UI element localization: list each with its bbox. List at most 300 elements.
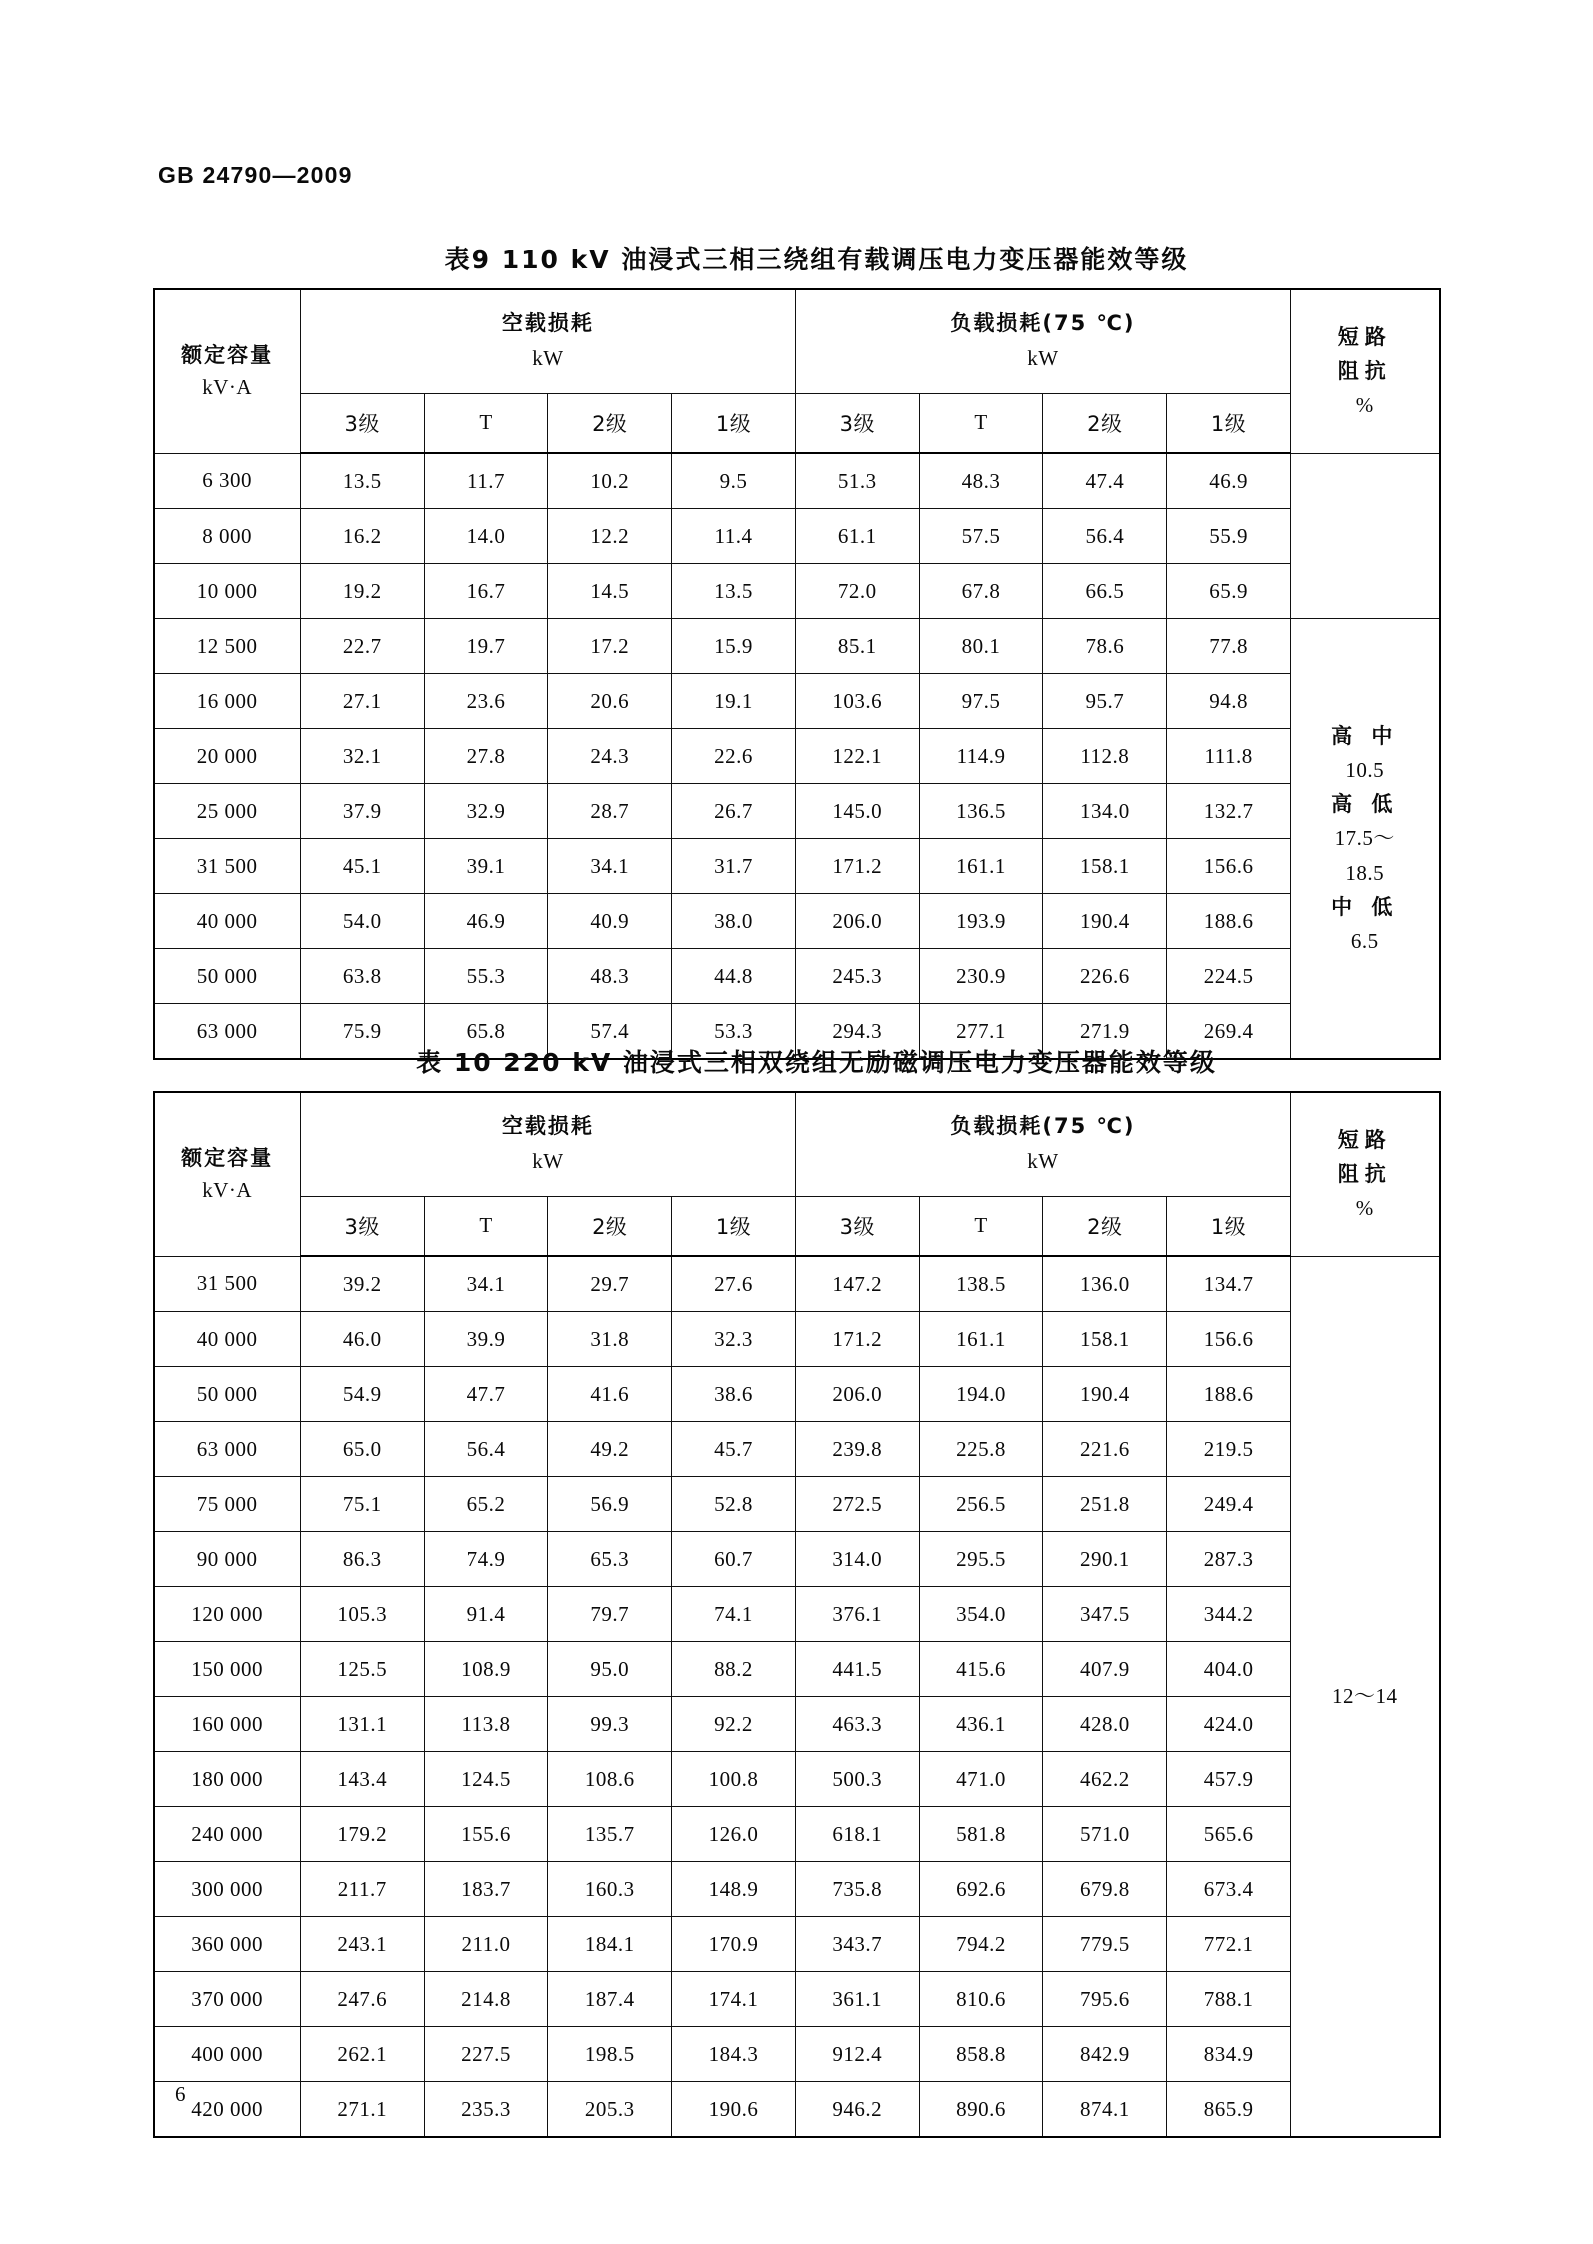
- cell-no-load-loss: 27.8: [424, 729, 548, 784]
- cell-load-loss: 122.1: [795, 729, 919, 784]
- cell-no-load-loss: 46.9: [424, 894, 548, 949]
- cell-no-load-loss: 12.2: [548, 509, 672, 564]
- cell-no-load-loss: 39.9: [424, 1312, 548, 1367]
- cell-load-loss: 114.9: [919, 729, 1043, 784]
- cell-load-loss: 188.6: [1167, 894, 1291, 949]
- cell-rated-capacity: 400 000: [154, 2027, 301, 2082]
- cell-load-loss: 424.0: [1167, 1697, 1291, 1752]
- cell-no-load-loss: 183.7: [424, 1862, 548, 1917]
- cell-no-load-loss: 214.8: [424, 1972, 548, 2027]
- cell-no-load-loss: 65.8: [424, 1004, 548, 1060]
- cell-no-load-loss: 38.6: [672, 1367, 796, 1422]
- standard-number-header: GB 24790—2009: [158, 162, 353, 188]
- load-loss-unit: kW: [1027, 1149, 1059, 1174]
- table-10-body: [154, 1256, 1440, 2137]
- impedance-header-line1: 短路: [1337, 325, 1392, 350]
- cell-load-loss: 77.8: [1167, 619, 1291, 674]
- cell-load-loss: 376.1: [795, 1587, 919, 1642]
- cell-no-load-loss: 9.5: [672, 453, 796, 509]
- cell-load-loss: 344.2: [1167, 1587, 1291, 1642]
- table-row: [154, 1807, 1440, 1862]
- subheader-load-3: 3级: [795, 393, 919, 453]
- cell-no-load-loss: 184.1: [548, 1917, 672, 1972]
- table-header-sub-row: [154, 393, 1440, 453]
- cell-no-load-loss: 243.1: [300, 1917, 424, 1972]
- capacity-header-label: 额定容量: [181, 1145, 274, 1170]
- cell-no-load-loss: 15.9: [672, 619, 796, 674]
- cell-no-load-loss: 10.2: [548, 453, 672, 509]
- cell-rated-capacity: 6 300: [154, 453, 301, 509]
- cell-load-loss: 136.5: [919, 784, 1043, 839]
- table-row: [154, 729, 1440, 784]
- table-9-title: 表9 110 kV 油浸式三相三绕组有载调压电力变压器能效等级: [444, 245, 1189, 274]
- cell-no-load-loss: 91.4: [424, 1587, 548, 1642]
- subheader-no-load-3: 3级: [300, 393, 424, 453]
- cell-load-loss: 48.3: [919, 453, 1043, 509]
- cell-no-load-loss: 22.7: [300, 619, 424, 674]
- cell-load-loss: 772.1: [1167, 1917, 1291, 1972]
- cell-no-load-loss: 143.4: [300, 1752, 424, 1807]
- cell-no-load-loss: 55.3: [424, 949, 548, 1004]
- cell-rated-capacity: 63 000: [154, 1422, 301, 1477]
- cell-load-loss: 190.4: [1043, 894, 1167, 949]
- cell-rated-capacity: 160 000: [154, 1697, 301, 1752]
- table-9-block: [0, 240, 1593, 1060]
- cell-load-loss: 946.2: [795, 2082, 919, 2138]
- cell-no-load-loss: 26.7: [672, 784, 796, 839]
- cell-no-load-loss: 205.3: [548, 2082, 672, 2138]
- cell-rated-capacity: 420 000: [154, 2082, 301, 2138]
- cell-no-load-loss: 187.4: [548, 1972, 672, 2027]
- cell-load-loss: 194.0: [919, 1367, 1043, 1422]
- cell-load-loss: 97.5: [919, 674, 1043, 729]
- cell-no-load-loss: 19.2: [300, 564, 424, 619]
- cell-rated-capacity: 16 000: [154, 674, 301, 729]
- cell-rated-capacity: 40 000: [154, 1312, 301, 1367]
- subheader-load-1: 1级: [1167, 1196, 1291, 1256]
- table-10-title: 表 10 220 kV 油浸式三相双绕组无励磁调压电力变压器能效等级: [416, 1048, 1217, 1077]
- cell-no-load-loss: 56.9: [548, 1477, 672, 1532]
- table-row: [154, 674, 1440, 729]
- cell-load-loss: 294.3: [795, 1004, 919, 1060]
- cell-no-load-loss: 11.4: [672, 509, 796, 564]
- cell-load-loss: 138.5: [919, 1256, 1043, 1312]
- cell-load-loss: 471.0: [919, 1752, 1043, 1807]
- cell-no-load-loss: 174.1: [672, 1972, 796, 2027]
- cell-no-load-loss: 16.2: [300, 509, 424, 564]
- table-row: [154, 1532, 1440, 1587]
- cell-rated-capacity: 180 000: [154, 1752, 301, 1807]
- cell-rated-capacity: 25 000: [154, 784, 301, 839]
- cell-no-load-loss: 108.6: [548, 1752, 672, 1807]
- cell-load-loss: 269.4: [1167, 1004, 1291, 1060]
- cell-no-load-loss: 19.7: [424, 619, 548, 674]
- cell-load-loss: 188.6: [1167, 1367, 1291, 1422]
- cell-load-loss: 61.1: [795, 509, 919, 564]
- subheader-load-t: T: [919, 393, 1043, 453]
- cell-no-load-loss: 126.0: [672, 1807, 796, 1862]
- capacity-header-label: 额定容量: [181, 342, 274, 367]
- cell-load-loss: 277.1: [919, 1004, 1043, 1060]
- table-row: [154, 564, 1440, 619]
- table-row: [154, 1697, 1440, 1752]
- cell-rated-capacity: 370 000: [154, 1972, 301, 2027]
- table-row: [154, 619, 1440, 674]
- cell-load-loss: 354.0: [919, 1587, 1043, 1642]
- cell-no-load-loss: 148.9: [672, 1862, 796, 1917]
- cell-no-load-loss: 23.6: [424, 674, 548, 729]
- impedance-header-line1: 短路: [1337, 1128, 1392, 1153]
- impedance-header-line2: 阻抗: [1337, 359, 1392, 384]
- cell-no-load-loss: 34.1: [424, 1256, 548, 1312]
- cell-load-loss: 415.6: [919, 1642, 1043, 1697]
- cell-load-loss: 134.7: [1167, 1256, 1291, 1312]
- cell-no-load-loss: 17.2: [548, 619, 672, 674]
- cell-load-loss: 500.3: [795, 1752, 919, 1807]
- cell-no-load-loss: 11.7: [424, 453, 548, 509]
- table-row: [154, 1587, 1440, 1642]
- cell-load-loss: 271.9: [1043, 1004, 1167, 1060]
- cell-no-load-loss: 53.3: [672, 1004, 796, 1060]
- cell-load-loss: 85.1: [795, 619, 919, 674]
- table-row: [154, 1972, 1440, 2027]
- cell-no-load-loss: 28.7: [548, 784, 672, 839]
- cell-load-loss: 55.9: [1167, 509, 1291, 564]
- cell-load-loss: 788.1: [1167, 1972, 1291, 2027]
- cell-load-loss: 272.5: [795, 1477, 919, 1532]
- cell-load-loss: 865.9: [1167, 2082, 1291, 2138]
- cell-no-load-loss: 190.6: [672, 2082, 796, 2138]
- table-row: [154, 2027, 1440, 2082]
- cell-load-loss: 56.4: [1043, 509, 1167, 564]
- cell-no-load-loss: 99.3: [548, 1697, 672, 1752]
- cell-no-load-loss: 75.1: [300, 1477, 424, 1532]
- cell-no-load-loss: 86.3: [300, 1532, 424, 1587]
- cell-load-loss: 361.1: [795, 1972, 919, 2027]
- cell-load-loss: 94.8: [1167, 674, 1291, 729]
- cell-no-load-loss: 170.9: [672, 1917, 796, 1972]
- table-10: [153, 1091, 1441, 2138]
- cell-load-loss: 287.3: [1167, 1532, 1291, 1587]
- cell-rated-capacity: 63 000: [154, 1004, 301, 1060]
- cell-no-load-loss: 34.1: [548, 839, 672, 894]
- cell-no-load-loss: 124.5: [424, 1752, 548, 1807]
- cell-load-loss: 581.8: [919, 1807, 1043, 1862]
- cell-short-circuit-impedance: [1291, 619, 1440, 1060]
- cell-load-loss: 347.5: [1043, 1587, 1167, 1642]
- cell-no-load-loss: 65.3: [548, 1532, 672, 1587]
- cell-no-load-loss: 44.8: [672, 949, 796, 1004]
- cell-rated-capacity: 120 000: [154, 1587, 301, 1642]
- cell-load-loss: 462.2: [1043, 1752, 1167, 1807]
- subheader-load-3: 3级: [795, 1196, 919, 1256]
- cell-no-load-loss: 45.7: [672, 1422, 796, 1477]
- cell-load-loss: 147.2: [795, 1256, 919, 1312]
- cell-load-loss: 134.0: [1043, 784, 1167, 839]
- cell-no-load-loss: 65.0: [300, 1422, 424, 1477]
- table-header-top-row: [154, 289, 1440, 393]
- cell-rated-capacity: 8 000: [154, 509, 301, 564]
- cell-load-loss: 66.5: [1043, 564, 1167, 619]
- cell-no-load-loss: 56.4: [424, 1422, 548, 1477]
- cell-rated-capacity: 31 500: [154, 839, 301, 894]
- cell-no-load-loss: 54.9: [300, 1367, 424, 1422]
- cell-short-circuit-impedance-empty: [1291, 564, 1440, 619]
- load-loss-group-header: [795, 289, 1290, 393]
- impedance-line: 18.5: [1345, 860, 1385, 885]
- impedance-line: 中 低: [1331, 894, 1399, 919]
- cell-no-load-loss: 31.7: [672, 839, 796, 894]
- cell-rated-capacity: 240 000: [154, 1807, 301, 1862]
- no-load-loss-group-header: [300, 289, 795, 393]
- cell-no-load-loss: 45.1: [300, 839, 424, 894]
- cell-load-loss: 890.6: [919, 2082, 1043, 2138]
- cell-rated-capacity: 20 000: [154, 729, 301, 784]
- impedance-line: 17.5～: [1334, 826, 1395, 851]
- cell-load-loss: 256.5: [919, 1477, 1043, 1532]
- cell-load-loss: 161.1: [919, 1312, 1043, 1367]
- cell-load-loss: 72.0: [795, 564, 919, 619]
- cell-no-load-loss: 54.0: [300, 894, 424, 949]
- cell-no-load-loss: 32.1: [300, 729, 424, 784]
- table-row: [154, 1917, 1440, 1972]
- impedance-header: [1291, 289, 1440, 453]
- impedance-line: 高 中: [1331, 724, 1399, 749]
- cell-rated-capacity: 50 000: [154, 1367, 301, 1422]
- table-row: [154, 1477, 1440, 1532]
- cell-no-load-loss: 179.2: [300, 1807, 424, 1862]
- cell-short-circuit-impedance-empty: [1291, 509, 1440, 564]
- cell-no-load-loss: 74.1: [672, 1587, 796, 1642]
- cell-no-load-loss: 92.2: [672, 1697, 796, 1752]
- subheader-no-load-1: 1级: [672, 1196, 796, 1256]
- cell-no-load-loss: 79.7: [548, 1587, 672, 1642]
- cell-no-load-loss: 20.6: [548, 674, 672, 729]
- cell-load-loss: 145.0: [795, 784, 919, 839]
- cell-load-loss: 158.1: [1043, 839, 1167, 894]
- cell-no-load-loss: 135.7: [548, 1807, 672, 1862]
- cell-load-loss: 735.8: [795, 1862, 919, 1917]
- subheader-no-load-2: 2级: [548, 393, 672, 453]
- cell-no-load-loss: 105.3: [300, 1587, 424, 1642]
- cell-load-loss: 295.5: [919, 1532, 1043, 1587]
- cell-load-loss: 874.1: [1043, 2082, 1167, 2138]
- cell-load-loss: 251.8: [1043, 1477, 1167, 1532]
- cell-no-load-loss: 60.7: [672, 1532, 796, 1587]
- subheader-load-2: 2级: [1043, 393, 1167, 453]
- cell-no-load-loss: 125.5: [300, 1642, 424, 1697]
- table-header-sub-row: [154, 1196, 1440, 1256]
- impedance-line: 12～14: [1332, 1684, 1398, 1709]
- cell-no-load-loss: 14.0: [424, 509, 548, 564]
- no-load-loss-group-header: [300, 1092, 795, 1196]
- impedance-line: 6.5: [1350, 928, 1379, 953]
- cell-load-loss: 51.3: [795, 453, 919, 509]
- cell-load-loss: 794.2: [919, 1917, 1043, 1972]
- cell-load-loss: 103.6: [795, 674, 919, 729]
- cell-load-loss: 193.9: [919, 894, 1043, 949]
- table-row: [154, 1367, 1440, 1422]
- impedance-header-unit: %: [1355, 1196, 1374, 1221]
- cell-no-load-loss: 75.9: [300, 1004, 424, 1060]
- cell-no-load-loss: 19.1: [672, 674, 796, 729]
- cell-load-loss: 171.2: [795, 839, 919, 894]
- cell-no-load-loss: 108.9: [424, 1642, 548, 1697]
- cell-no-load-loss: 211.0: [424, 1917, 548, 1972]
- cell-load-loss: 245.3: [795, 949, 919, 1004]
- cell-rated-capacity: 10 000: [154, 564, 301, 619]
- cell-no-load-loss: 235.3: [424, 2082, 548, 2138]
- cell-no-load-loss: 271.1: [300, 2082, 424, 2138]
- subheader-load-t: T: [919, 1196, 1043, 1256]
- capacity-header: [154, 289, 301, 453]
- cell-load-loss: 858.8: [919, 2027, 1043, 2082]
- cell-load-loss: 834.9: [1167, 2027, 1291, 2082]
- cell-no-load-loss: 198.5: [548, 2027, 672, 2082]
- cell-load-loss: 810.6: [919, 1972, 1043, 2027]
- cell-no-load-loss: 13.5: [672, 564, 796, 619]
- load-loss-unit: kW: [1027, 346, 1059, 371]
- cell-no-load-loss: 100.8: [672, 1752, 796, 1807]
- cell-load-loss: 132.7: [1167, 784, 1291, 839]
- cell-no-load-loss: 74.9: [424, 1532, 548, 1587]
- cell-rated-capacity: 31 500: [154, 1256, 301, 1312]
- cell-load-loss: 206.0: [795, 894, 919, 949]
- cell-no-load-loss: 47.7: [424, 1367, 548, 1422]
- cell-load-loss: 224.5: [1167, 949, 1291, 1004]
- cell-no-load-loss: 27.6: [672, 1256, 796, 1312]
- table-row: [154, 1862, 1440, 1917]
- cell-load-loss: 219.5: [1167, 1422, 1291, 1477]
- cell-no-load-loss: 38.0: [672, 894, 796, 949]
- table-row: [154, 1422, 1440, 1477]
- cell-no-load-loss: 65.2: [424, 1477, 548, 1532]
- no-load-loss-unit: kW: [532, 346, 564, 371]
- cell-load-loss: 407.9: [1043, 1642, 1167, 1697]
- cell-short-circuit-impedance: [1291, 1256, 1440, 2137]
- table-row: [154, 2082, 1440, 2138]
- table-row: [154, 453, 1440, 509]
- cell-load-loss: 463.3: [795, 1697, 919, 1752]
- cell-load-loss: 441.5: [795, 1642, 919, 1697]
- cell-no-load-loss: 27.1: [300, 674, 424, 729]
- cell-load-loss: 156.6: [1167, 839, 1291, 894]
- cell-no-load-loss: 14.5: [548, 564, 672, 619]
- cell-no-load-loss: 39.1: [424, 839, 548, 894]
- cell-no-load-loss: 24.3: [548, 729, 672, 784]
- cell-load-loss: 206.0: [795, 1367, 919, 1422]
- table-row: [154, 1256, 1440, 1312]
- cell-load-loss: 692.6: [919, 1862, 1043, 1917]
- no-load-loss-label: 空载损耗: [501, 310, 594, 335]
- capacity-header-unit: kV·A: [202, 1178, 253, 1203]
- cell-load-loss: 912.4: [795, 2027, 919, 2082]
- cell-no-load-loss: 88.2: [672, 1642, 796, 1697]
- cell-no-load-loss: 41.6: [548, 1367, 672, 1422]
- cell-load-loss: 230.9: [919, 949, 1043, 1004]
- cell-no-load-loss: 131.1: [300, 1697, 424, 1752]
- cell-load-loss: 795.6: [1043, 1972, 1167, 2027]
- cell-rated-capacity: 300 000: [154, 1862, 301, 1917]
- cell-rated-capacity: 40 000: [154, 894, 301, 949]
- cell-load-loss: 80.1: [919, 619, 1043, 674]
- no-load-loss-label: 空载损耗: [501, 1113, 594, 1138]
- subheader-no-load-3: 3级: [300, 1196, 424, 1256]
- cell-no-load-loss: 49.2: [548, 1422, 672, 1477]
- subheader-no-load-2: 2级: [548, 1196, 672, 1256]
- cell-no-load-loss: 63.8: [300, 949, 424, 1004]
- cell-load-loss: 249.4: [1167, 1477, 1291, 1532]
- cell-load-loss: 78.6: [1043, 619, 1167, 674]
- impedance-line: 高 低: [1331, 792, 1399, 817]
- cell-load-loss: 190.4: [1043, 1367, 1167, 1422]
- cell-rated-capacity: 150 000: [154, 1642, 301, 1697]
- load-loss-label: 负载损耗(75 ℃): [950, 1113, 1136, 1138]
- table-header-top-row: [154, 1092, 1440, 1196]
- cell-load-loss: 225.8: [919, 1422, 1043, 1477]
- cell-no-load-loss: 160.3: [548, 1862, 672, 1917]
- table-row: [154, 1752, 1440, 1807]
- impedance-header-line2: 阻抗: [1337, 1162, 1392, 1187]
- cell-load-loss: 47.4: [1043, 453, 1167, 509]
- subheader-load-1: 1级: [1167, 393, 1291, 453]
- cell-load-loss: 57.5: [919, 509, 1043, 564]
- cell-no-load-loss: 37.9: [300, 784, 424, 839]
- cell-load-loss: 46.9: [1167, 453, 1291, 509]
- cell-rated-capacity: 75 000: [154, 1477, 301, 1532]
- cell-load-loss: 673.4: [1167, 1862, 1291, 1917]
- cell-no-load-loss: 155.6: [424, 1807, 548, 1862]
- cell-no-load-loss: 52.8: [672, 1477, 796, 1532]
- cell-no-load-loss: 184.3: [672, 2027, 796, 2082]
- cell-load-loss: 112.8: [1043, 729, 1167, 784]
- table-row: [154, 839, 1440, 894]
- cell-no-load-loss: 262.1: [300, 2027, 424, 2082]
- table-10-block: [0, 1043, 1593, 2138]
- cell-load-loss: 156.6: [1167, 1312, 1291, 1367]
- impedance-header-unit: %: [1355, 393, 1374, 418]
- cell-no-load-loss: 211.7: [300, 1862, 424, 1917]
- cell-load-loss: 428.0: [1043, 1697, 1167, 1752]
- cell-load-loss: 290.1: [1043, 1532, 1167, 1587]
- cell-no-load-loss: 22.6: [672, 729, 796, 784]
- cell-load-loss: 779.5: [1043, 1917, 1167, 1972]
- cell-rated-capacity: 50 000: [154, 949, 301, 1004]
- cell-load-loss: 158.1: [1043, 1312, 1167, 1367]
- cell-rated-capacity: 12 500: [154, 619, 301, 674]
- table-9-body: [154, 453, 1440, 1059]
- cell-no-load-loss: 57.4: [548, 1004, 672, 1060]
- subheader-load-2: 2级: [1043, 1196, 1167, 1256]
- cell-rated-capacity: 90 000: [154, 1532, 301, 1587]
- table-row: [154, 784, 1440, 839]
- cell-load-loss: 221.6: [1043, 1422, 1167, 1477]
- cell-no-load-loss: 40.9: [548, 894, 672, 949]
- subheader-no-load-t: T: [424, 1196, 548, 1256]
- impedance-line: 10.5: [1345, 758, 1385, 783]
- cell-load-loss: 67.8: [919, 564, 1043, 619]
- cell-load-loss: 171.2: [795, 1312, 919, 1367]
- cell-load-loss: 226.6: [1043, 949, 1167, 1004]
- subheader-no-load-1: 1级: [672, 393, 796, 453]
- cell-load-loss: 343.7: [795, 1917, 919, 1972]
- cell-rated-capacity: 360 000: [154, 1917, 301, 1972]
- capacity-header-unit: kV·A: [202, 375, 253, 400]
- cell-no-load-loss: 48.3: [548, 949, 672, 1004]
- cell-load-loss: 457.9: [1167, 1752, 1291, 1807]
- impedance-header: [1291, 1092, 1440, 1256]
- load-loss-label: 负载损耗(75 ℃): [950, 310, 1136, 335]
